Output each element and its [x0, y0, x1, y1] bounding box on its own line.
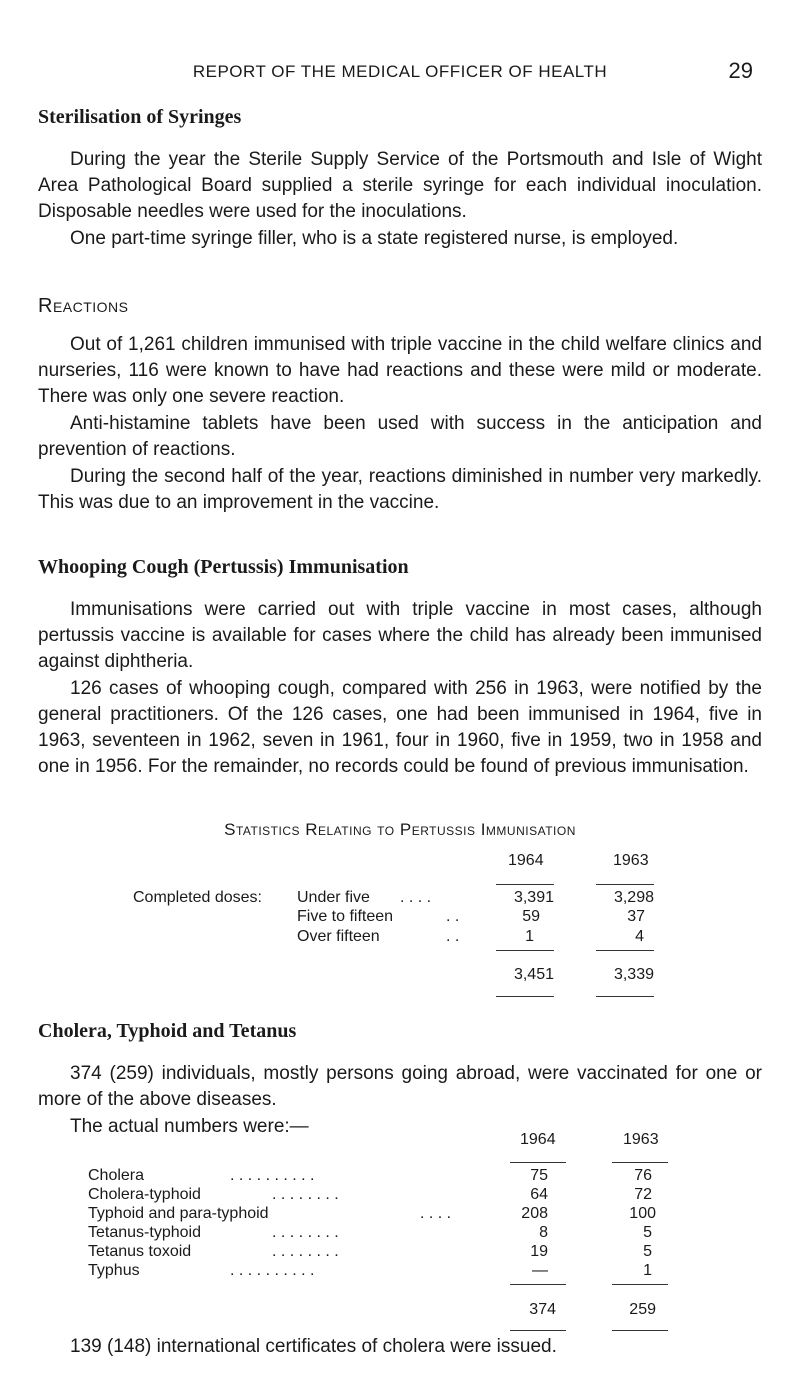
table-cell-1963: 100: [629, 1205, 656, 1222]
table-cell-1963: 5: [643, 1243, 652, 1260]
paragraph: 126 cases of whooping cough, compared with 256 in 1963, were notified by the general practitioners. Of the 126 cases, one had been immunised in 1964, five in 1963, seventeen in 1962, seven in 1961, four in 1960, five in 1959, two in 1958 and one in 1956. For the remainder, no records could be found of previous immunisation.: [38, 678, 762, 777]
rule: [612, 1330, 668, 1331]
heading-cholera: Cholera, Typhoid and Tetanus: [38, 1020, 297, 1042]
rule: [596, 996, 654, 997]
paragraph: Out of 1,261 children immunised with triple vaccine in the child welfare clinics and nurseries, 116 were known to have had reactions and these were mild or moderate. There was only one severe reaction.: [38, 334, 762, 407]
dot-leader: . . . .: [420, 1205, 452, 1222]
table-row-label: Tetanus toxoid: [88, 1243, 192, 1260]
rule: [510, 1330, 566, 1331]
pertussis-table-caption: Statistics Relating to Pertussis Immunisation: [224, 820, 576, 839]
paragraph: The actual numbers were:—: [70, 1116, 309, 1137]
table-row-label: Over fifteen: [297, 928, 380, 945]
page-number: 29: [728, 58, 753, 83]
running-title: REPORT OF THE MEDICAL OFFICER OF HEALTH: [192, 62, 608, 81]
paragraph: One part-time syringe filler, who is a state registered nurse, is employed.: [70, 228, 679, 249]
table-row-label: Tetanus-typhoid: [88, 1224, 201, 1241]
table-row-label: Typhoid and para-typhoid: [88, 1205, 269, 1222]
table-cell-1964: 64: [530, 1186, 548, 1203]
column-header-1963: 1963: [613, 852, 649, 869]
table-cell-1964: 75: [530, 1167, 548, 1184]
dot-leader: . . . . . . . . . .: [230, 1262, 315, 1279]
table-row-label: Five to fifteen: [297, 908, 394, 925]
heading-whooping-cough: Whooping Cough (Pertussis) Immunisation: [38, 556, 409, 578]
dot-leader: . . . . . . . .: [272, 1224, 339, 1241]
rule: [496, 996, 554, 997]
table-cell-1964: 8: [539, 1224, 548, 1241]
rule: [596, 950, 654, 951]
table-cell-1963: 5: [643, 1224, 652, 1241]
rule: [496, 950, 554, 951]
rule: [496, 884, 554, 885]
paragraph: Anti-histamine tablets have been used with success in the anticipation and prevention of reactions.: [38, 413, 762, 460]
column-header-1964: 1964: [520, 1131, 556, 1148]
paragraph: During the second half of the year, reactions diminished in number very markedly. This was due to an improvement in the vaccine.: [38, 466, 762, 513]
table-cell-1963: 76: [634, 1167, 652, 1184]
dot-leader: . . . .: [400, 889, 432, 906]
table-cell-1964: 208: [521, 1205, 548, 1222]
column-header-1964: 1964: [508, 852, 544, 869]
dot-leader: . . . . . . . .: [272, 1243, 339, 1260]
table-cell-1964: —: [532, 1262, 548, 1279]
table-total-1963: 259: [629, 1301, 656, 1318]
rule: [510, 1284, 566, 1285]
table-row-label: Cholera-typhoid: [88, 1186, 201, 1203]
table-cell-1963: 4: [635, 928, 644, 945]
heading-reactions: Reactions: [38, 295, 129, 317]
table-cell-1964: 3,391: [513, 889, 554, 906]
paragraph-closing: 139 (148) international certificates of cholera were issued.: [70, 1336, 557, 1357]
paragraph: Immunisations were carried out with triple vaccine in most cases, although pertussis vaccine is available for cases where the child has already been immunised against diphtheria.: [38, 599, 762, 672]
table-cell-1963: 3,298: [613, 889, 654, 906]
dot-leader: . . . . . . . .: [272, 1186, 339, 1203]
paragraph: During the year the Sterile Supply Service of the Portsmouth and Isle of Wight Area Pathological Board supplied a sterile syringe for each individual inoculation. Disposable needles were used for the inoculations.: [38, 149, 762, 222]
table-total-1963: 3,339: [613, 966, 654, 983]
rule: [612, 1162, 668, 1163]
dot-leader: . . . . . . . . . .: [230, 1167, 315, 1184]
table-total-1964: 374: [529, 1301, 556, 1318]
table-row-label: Typhus: [88, 1262, 140, 1279]
table-cell-1964: 1: [525, 928, 534, 945]
table-cell-1964: 59: [522, 908, 540, 925]
table-cell-1964: 19: [530, 1243, 548, 1260]
heading-sterilisation: Sterilisation of Syringes: [38, 106, 242, 128]
paragraph: 374 (259) individuals, mostly persons going abroad, were vaccinated for one or more of the above diseases.: [38, 1063, 762, 1110]
row-group-label: Completed doses:: [133, 889, 262, 906]
rule: [510, 1162, 566, 1163]
table-cell-1963: 37: [627, 908, 645, 925]
rule: [596, 884, 654, 885]
column-header-1963: 1963: [623, 1131, 659, 1148]
dot-leader: . .: [446, 908, 460, 925]
table-total-1964: 3,451: [513, 966, 554, 983]
table-row-label: Cholera: [88, 1167, 145, 1184]
rule: [612, 1284, 668, 1285]
table-cell-1963: 72: [634, 1186, 652, 1203]
table-cell-1963: 1: [643, 1262, 652, 1279]
table-row-label: Under five: [297, 889, 370, 906]
dot-leader: . .: [446, 928, 460, 945]
